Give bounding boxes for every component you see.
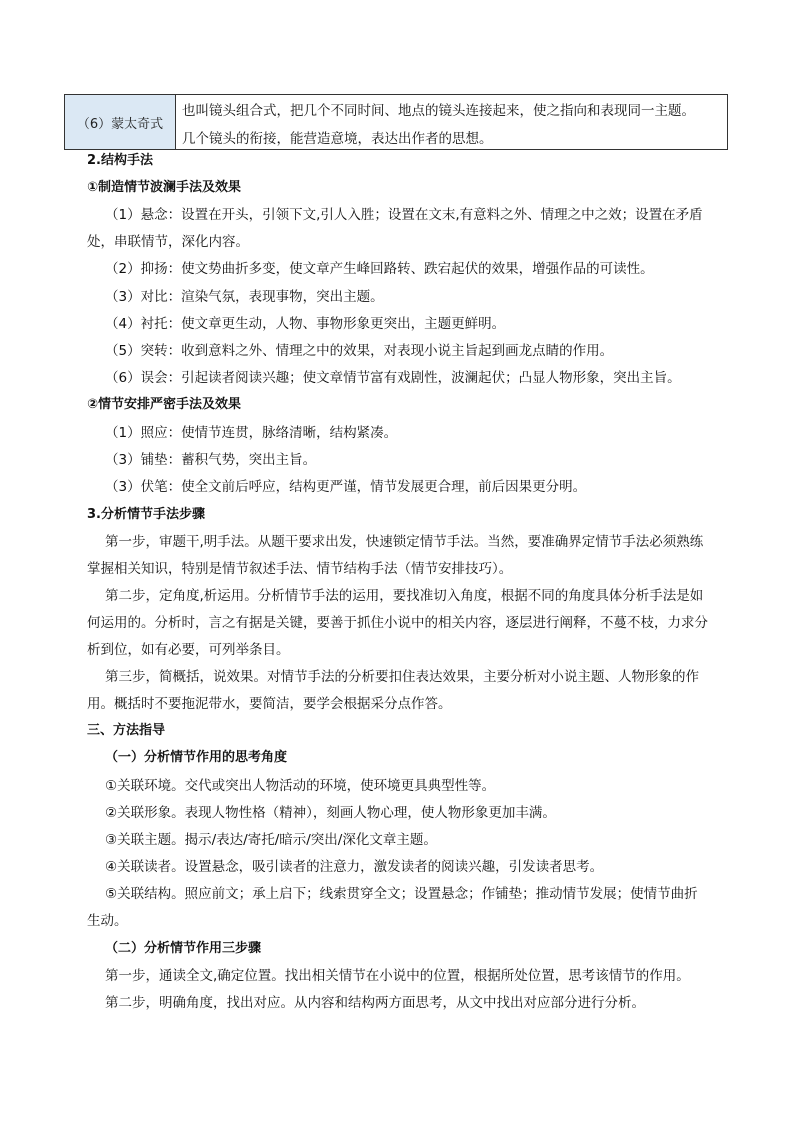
table-value-cell	[176, 95, 727, 149]
list-item: （3）伏笔：使全文前后呼应，结构更严谨，情节发展更合理，前后因果更分明。	[105, 479, 587, 495]
list-item: 第一步，通读全文,确定位置。找出相关情节在小说中的位置，根据所处位置，思考该情节的作用。	[105, 968, 690, 984]
subheading-three-steps: （二）分析情节作用三步骤	[105, 941, 262, 956]
section-heading-structure: 2.结构手法	[87, 153, 153, 168]
list-item: ④关联读者。设置悬念，吸引读者的注意力，激发读者的阅读兴趣，引发读者思考。	[105, 859, 604, 875]
table-key-cell: （6）蒙太奇式	[65, 95, 176, 149]
paragraph-line: 第一步，审题干,明手法。从题干要求出发，快速锁定情节手法。当然，要准确界定情节手法必须熟练	[105, 534, 704, 550]
subheading-plot-tight: ②情节安排严密手法及效果	[87, 397, 242, 412]
section-heading-steps: 3.分析情节手法步骤	[87, 507, 205, 522]
paragraph-line: 析到位，如有必要，可列举条目。	[87, 642, 290, 658]
list-item: ②关联形象。表现人物性格（精神），刻画人物心理，使人物形象更加丰满。	[105, 805, 556, 821]
list-item: （3）对比：渲染气氛，表现事物，突出主题。	[105, 289, 384, 305]
paragraph-line: 第三步，简概括，说效果。对情节手法的分析要扣住表达效果，主要分析对小说主题、人物形象的作	[105, 669, 699, 685]
list-item: 处，串联情节，深化内容。	[87, 234, 249, 250]
paragraph-line: 何运用的。分析时，言之有据是关键，要善于抓住小说中的相关内容，逐层进行阐释，不蔓不枝，力求分	[87, 615, 708, 631]
list-item: ①关联环境。交代或突出人物活动的环境，使环境更具典型性等。	[105, 778, 496, 794]
list-item: 第二步，明确角度，找出对应。从内容和结构两方面思考，从文中找出对应部分进行分析。	[105, 995, 645, 1011]
list-item: ③关联主题。揭示/表达/寄托/暗示/突出/深化文章主题。	[105, 832, 437, 848]
list-item: （1）悬念：设置在开头，引领下文,引人入胜；设置在文末,有意料之外、情理之中之效；设置在矛盾	[105, 207, 703, 223]
list-item: ⑤关联结构。照应前文；承上启下；线索贯穿全文；设置悬念；作铺垫；推动情节发展；使情节曲折	[105, 886, 698, 902]
paragraph-line: 用。概括时不要拖泥带水，要简洁，要学会根据采分点作答。	[87, 696, 452, 712]
subheading-angles: （一）分析情节作用的思考角度	[105, 750, 288, 765]
list-item: （2）抑扬：使文势曲折多变，使文章产生峰回路转、跌宕起伏的效果，增强作品的可读性。	[105, 261, 654, 277]
list-item: （5）突转：收到意料之外、情理之中的效果，对表现小说主旨起到画龙点睛的作用。	[105, 343, 614, 359]
list-item: （3）铺垫：蓄积气势，突出主旨。	[105, 452, 317, 468]
subheading-plot-twist: ①制造情节波澜手法及效果	[87, 180, 242, 195]
list-item: （1）照应：使情节连贯，脉络清晰，结构紧凑。	[105, 425, 398, 441]
paragraph-line: 掌握相关知识，特别是情节叙述手法、情节结构手法（情节安排技巧）。	[87, 561, 513, 577]
list-item: 生动。	[87, 913, 128, 929]
list-item: （4）衬托：使文章更生动，人物、事物形象更突出，主题更鲜明。	[105, 316, 506, 332]
montage-table-row	[64, 94, 728, 150]
list-item: （6）误会：引起读者阅读兴趣；使文章情节富有戏剧性，波澜起伏；凸显人物形象，突出主旨。	[105, 370, 681, 386]
section-heading-method: 三、方法指导	[87, 723, 166, 738]
paragraph-line: 第二步，定角度,析运用。分析情节手法的运用，要找准切入角度，根据不同的角度具体分析手法是如	[105, 588, 704, 604]
table-value-line-2: 几个镜头的衔接，能营造意境，表达出作者的思想。	[182, 131, 493, 147]
table-value-line-1: 也叫镜头组合式，把几个不同时间、地点的镜头连接起来，使之指向和表现同一主题。	[182, 103, 695, 119]
